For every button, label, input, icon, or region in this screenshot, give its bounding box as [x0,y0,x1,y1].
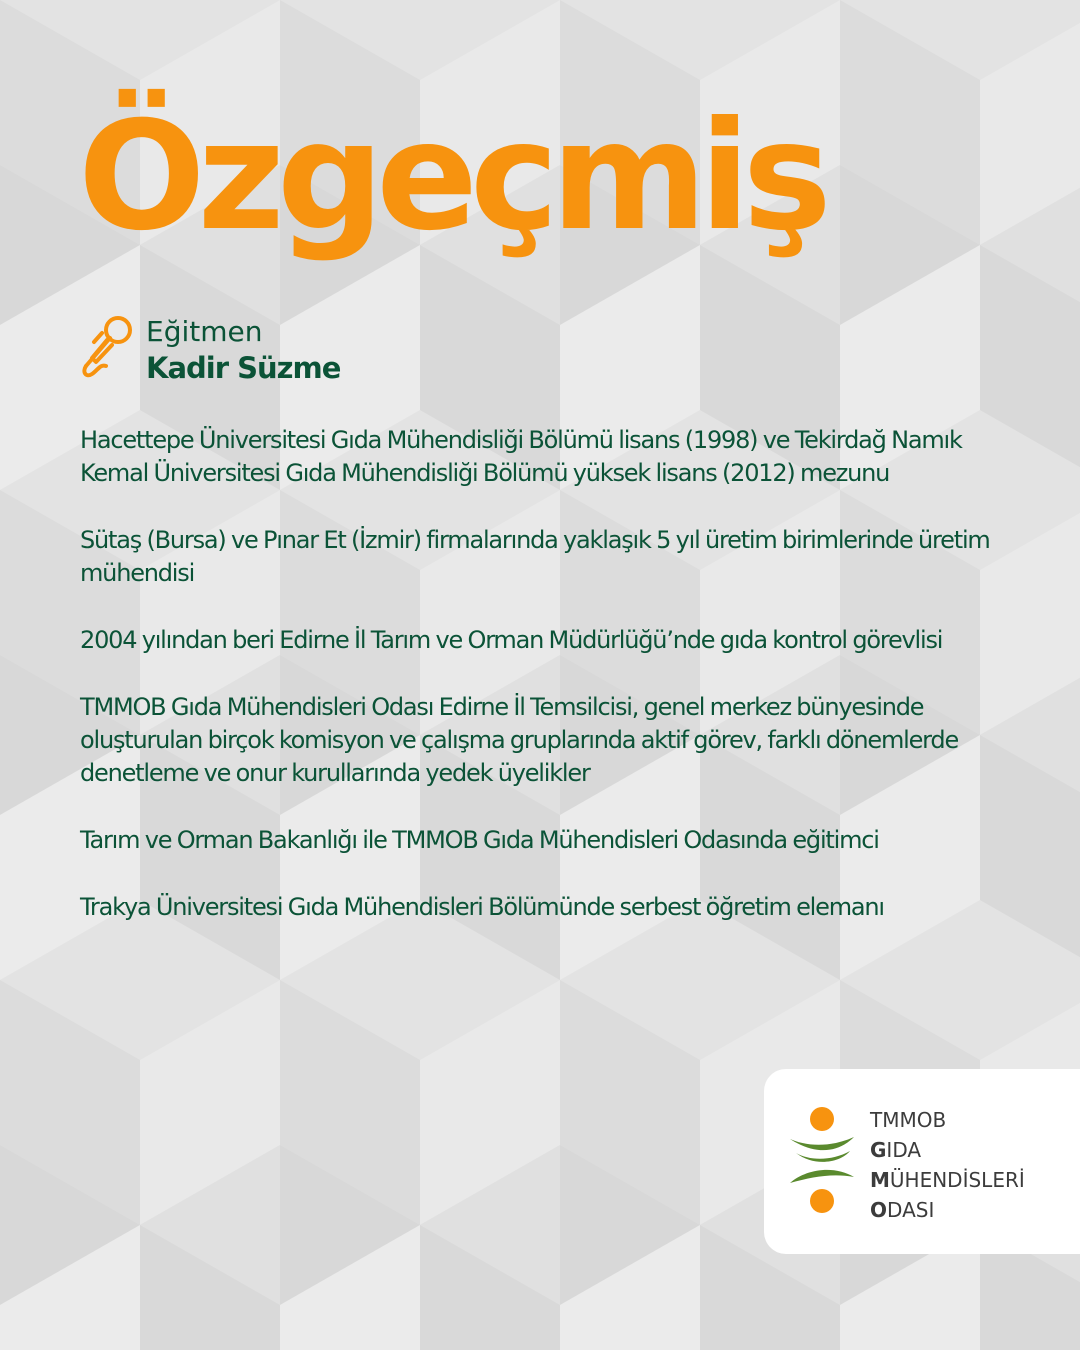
logo-rest: IDA [886,1138,922,1162]
bio-item: Tarım ve Orman Bakanlığı ile TMMOB Gıda Mühendisleri Odasında eğitimci [80,826,879,854]
logo-rest: ÜHENDİSLERİ [889,1168,1025,1192]
bio-item: Trakya Üniversitesi Gıda Mühendisleri Bölümünde serbest öğretim elemanı [80,893,884,921]
trainer-role: Eğitmen [146,315,263,348]
biography-list [80,424,1030,958]
organization-logo-card [764,1069,1080,1254]
logo-rest: DASI [887,1198,935,1222]
organization-logo-text [870,1105,1025,1225]
logo-initial: G [870,1138,887,1162]
trainer-block [80,314,480,384]
logo-line-gida [870,1135,1025,1165]
logo-line-odasi [870,1195,1025,1225]
microphone-icon [80,314,136,380]
page-title: Özgeçmiş [78,90,824,264]
logo-initial: O [870,1198,888,1222]
bio-item: TMMOB Gıda Mühendisleri Odası Edirne İl Temsilcisi, genel merkez bünyesinde oluşturulan birçok komisyon ve çalışma gruplarında aktif görev, farklı dönemlerde denetleme ve onur kurullarında yedek üyelikler [80,693,959,787]
logo-line-tmmob: TMMOB [870,1108,947,1132]
bio-item: Sütaş (Bursa) ve Pınar Et (İzmir) firmalarında yaklaşık 5 yıl üretim birimlerinde üretim mühendisi [80,526,990,587]
logo-line-muhendisleri [870,1165,1025,1195]
bio-item: 2004 yılından beri Edirne İl Tarım ve Orman Müdürlüğü’nde gıda kontrol görevlisi [80,626,943,654]
organization-logo-icon [788,1107,858,1215]
bio-item: Hacettepe Üniversitesi Gıda Mühendisliği Bölümü lisans (1998) ve Tekirdağ Namık Kemal Üniversitesi Gıda Mühendisliği Bölümü yüksek lisans (2012) mezunu [80,426,962,487]
logo-initial: M [870,1168,890,1192]
trainer-name: Kadir Süzme [146,351,341,385]
